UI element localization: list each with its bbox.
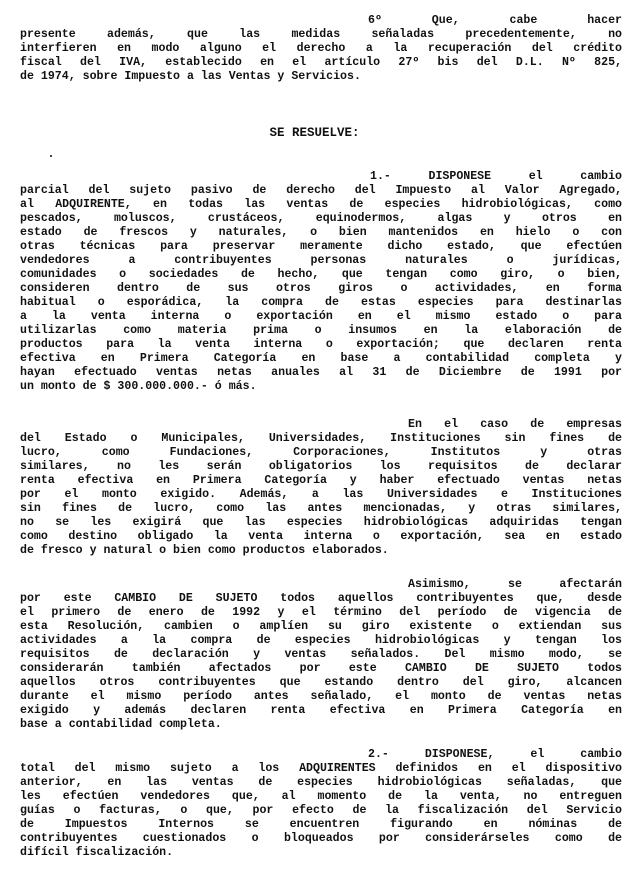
paragraph-likewise-line: aquellos otros contribuyentes que estando dentro del giro, alcancen xyxy=(20,676,622,689)
paragraph-1-line: a la venta interna o exportación en el mismo estado o para xyxy=(20,310,622,323)
paragraph-1-line: habitual o esporádica, la compra de estas especies para destinarlas xyxy=(20,296,622,309)
paragraph-likewise-line: exigido y además declaren renta efectiva en Primera Categoría en xyxy=(20,704,622,717)
paragraph-state-lead: En el caso de empresas xyxy=(408,418,622,431)
paragraph-state-line: por el monto exigido. Además, a las Universidades e Instituciones xyxy=(20,488,622,501)
paragraph-2-line: de Impuestos Internos se encuentren figurando en nóminas de xyxy=(20,818,622,831)
paragraph-state-line: sin fines de lucro, como las antes mencionadas, y otras similares, xyxy=(20,502,622,515)
paragraph-1-line: consideren dentro de sus otros giros o actividades, en forma xyxy=(20,282,622,295)
paragraph-state-line: no se les exigirá que las especies hidrobiológicas adquiridas tengan xyxy=(20,516,622,529)
paragraph-1-line: productos para la venta interna o exportación; que declaren renta xyxy=(20,338,622,351)
paragraph-state-line: del Estado o Municipales, Universidades, Instituciones sin fines de xyxy=(20,432,622,445)
paragraph-state-line: como destino obligado la venta interna o exportación, sea en estado xyxy=(20,530,622,543)
paragraph-likewise-line: por este CAMBIO DE SUJETO todos aquellos contribuyentes que, desde xyxy=(20,592,622,605)
paragraph-likewise-line: actividades a la compra de especies hidrobiológicas y tengan los xyxy=(20,634,622,647)
paragraph-1-line: un monto de $ 300.000.000.- ó más. xyxy=(20,380,257,393)
paragraph-2-line: les efectúen vendedores que, al momento de la venta, no entreguen xyxy=(20,790,622,803)
paragraph-2-line: difícil fiscalización. xyxy=(20,846,174,859)
paragraph-likewise-line: requisitos de declaración y ventas señalados. Del mismo modo, se xyxy=(20,648,622,661)
paragraph-likewise-line: el primero de enero de 1992 y el término del período de vigencia de xyxy=(20,606,622,619)
paragraph-6-line: de 1974, sobre Impuesto a las Ventas y Servicios. xyxy=(20,70,361,83)
resolution-heading: SE RESUELVE: xyxy=(269,126,360,140)
paragraph-state-line: de fresco y natural o bien como productos elaborados. xyxy=(20,544,389,557)
paragraph-6-line: presente además, que las medidas señaladas precedentemente, no xyxy=(20,28,622,41)
paragraph-likewise-line: base a contabilidad completa. xyxy=(20,718,222,731)
paragraph-state-line: lucro, como Fundaciones, Corporaciones, Institutos y otras xyxy=(20,446,622,459)
paragraph-state-line: similares, no les serán obligatorios los requisitos de declarar xyxy=(20,460,622,473)
paragraph-1-line: pescados, moluscos, crustáceos, equinodermos, algas y otros en xyxy=(20,212,622,225)
paragraph-likewise-line: durante el mismo período antes señalado, el monto de ventas netas xyxy=(20,690,622,703)
paragraph-6-lead: 6º Que, cabe hacer xyxy=(368,14,622,27)
paragraph-2-line: guías o facturas, o que, por efecto de la fiscalización del Servicio xyxy=(20,804,622,817)
paragraph-1-lead: 1.- DISPONESE el cambio xyxy=(370,170,622,183)
paragraph-state-line: renta efectiva en Primera Categoría y haber efectuado ventas netas xyxy=(20,474,622,487)
paragraph-1-line: parcial del sujeto pasivo de derecho del Impuesto al Valor Agregado, xyxy=(20,184,622,197)
paragraph-2-lead: 2.- DISPONESE, el cambio xyxy=(368,748,622,761)
paragraph-likewise-lead: Asimismo, se afectarán xyxy=(408,578,622,591)
paragraph-1-line: otras técnicas para preservar meramente dicho estado, que efectúen xyxy=(20,240,622,253)
paragraph-2-line: contribuyentes cuestionados o bloqueados por considerárseles como de xyxy=(20,832,622,845)
paragraph-1-line: utilizarlas como materia prima o insumos en la elaboración de xyxy=(20,324,622,337)
paragraph-1-line: hayan efectuado ventas netas anuales al 31 de Diciembre de 1991 por xyxy=(20,366,622,379)
paragraph-2-line: total del mismo sujeto a los ADQUIRENTES definidos en el dispositivo xyxy=(20,762,622,775)
paragraph-1-line: estado de frescos y naturales, o bien mantenidos en hielo o con xyxy=(20,226,622,239)
scan-speck xyxy=(50,155,52,157)
paragraph-6-line: fiscal del IVA, establecido en el artículo 27º bis del D.L. Nº 825, xyxy=(20,56,622,69)
paragraph-likewise-line: considerarán también afectados por este CAMBIO DE SUJETO todos xyxy=(20,662,622,675)
paragraph-6-line: interfieren en modo alguno el derecho a la recuperación del crédito xyxy=(20,42,622,55)
paragraph-1-line: vendedores a contribuyentes personas naturales o jurídicas, xyxy=(20,254,622,267)
paragraph-1-line: comunidades o sociedades de hecho, que tengan como giro, o bien, xyxy=(20,268,622,281)
paragraph-likewise-line: esta Resolución, cambien o amplíen su giro existente o extiendan sus xyxy=(20,620,622,633)
paragraph-1-line: efectiva en Primera Categoría en base a contabilidad completa y xyxy=(20,352,622,365)
paragraph-2-line: anterior, en las ventas de especies hidrobiológicas señaladas, que xyxy=(20,776,622,789)
paragraph-1-line: al ADQUIRENTE, en todas las ventas de especies hidrobiológicas, como xyxy=(20,198,622,211)
